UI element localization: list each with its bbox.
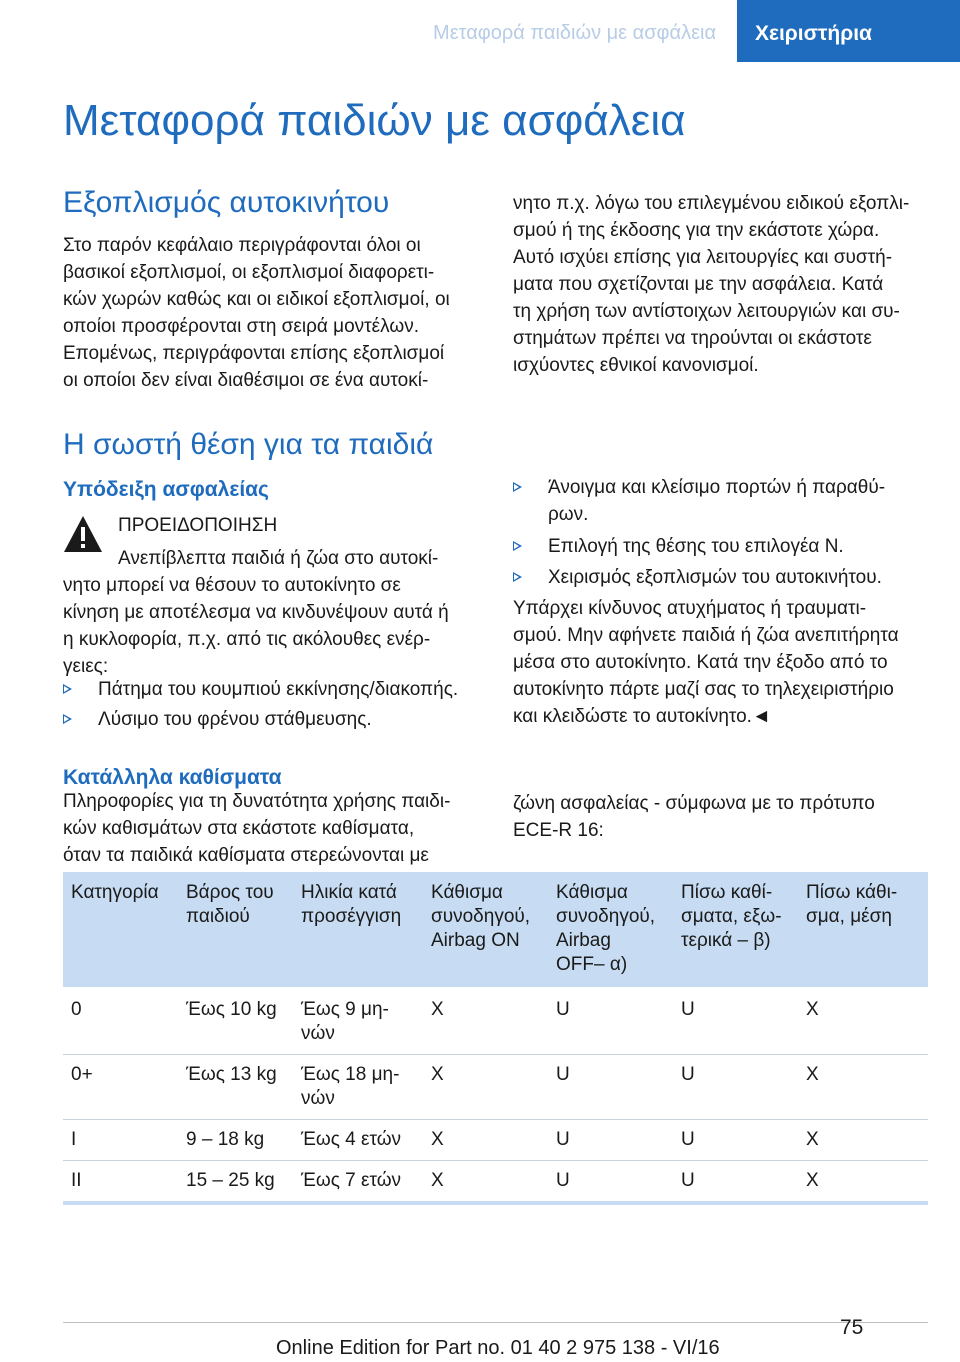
table-cell: 9 – 18 kg xyxy=(178,1120,293,1161)
table-cell: U xyxy=(673,1161,798,1204)
column-header: Ηλικία κατά προσέγγιση xyxy=(293,872,423,989)
list-item xyxy=(63,676,493,703)
table-row xyxy=(63,989,928,1055)
warning-text xyxy=(63,572,483,680)
table-cell: 0+ xyxy=(63,1055,178,1120)
equipment-heading: Εξοπλισμός αυτοκινήτου xyxy=(63,186,390,219)
list-item xyxy=(63,706,493,733)
table-cell: X xyxy=(798,1120,928,1161)
triangle-bullet-icon xyxy=(513,541,522,551)
child-seat-table xyxy=(63,872,928,1205)
text-line: Στο παρόν κεφάλαιο περιγράφονται όλοι οι xyxy=(63,235,421,256)
list-item-text: Επιλογή της θέσης του επιλογέα N. xyxy=(548,536,844,557)
text-line: κών χωρών καθώς και οι ειδικοί εξοπλισμοί, οι xyxy=(63,289,450,310)
text-line: νητο μπορεί να θέσουν το αυτοκίνητο σε xyxy=(63,575,401,596)
text-line: οποίοι προσφέρονται στη σειρά μοντέλων. xyxy=(63,316,419,337)
table-row xyxy=(63,1120,928,1161)
text-line: και κλειδώστε το αυτοκίνητο.◄ xyxy=(513,706,771,727)
table-row xyxy=(63,1055,928,1120)
equipment-right-text xyxy=(513,190,933,379)
page-header xyxy=(0,0,960,62)
table-cell: X xyxy=(423,1161,548,1204)
table-cell: U xyxy=(673,989,798,1055)
table-cell: X xyxy=(798,1055,928,1120)
triangle-bullet-icon xyxy=(63,714,72,724)
text-line: στημάτων πρέπει να τηρούνται οι εκάστοτε xyxy=(513,328,872,349)
text-line: σμού ή της έκδοσης για την εκάστοτε χώρα. xyxy=(513,220,880,241)
triangle-bullet-icon xyxy=(63,684,72,694)
table-cell: U xyxy=(548,1120,673,1161)
seats-left-text xyxy=(63,788,493,869)
table-cell: U xyxy=(548,989,673,1055)
warning-triangle-icon xyxy=(63,514,103,554)
text-line: Αυτό ισχύει επίσης για λειτουργίες και συστή- xyxy=(513,247,893,268)
table-cell: Έως 4 ετών xyxy=(293,1120,423,1161)
column-header: Πίσω κάθι- σμα, μέση xyxy=(798,872,928,989)
text-line: ECE-R 16: xyxy=(513,820,604,841)
position-right-text xyxy=(513,595,933,730)
header-chapter-tab[interactable]: Χειριστήρια xyxy=(737,0,960,62)
table-cell: X xyxy=(423,989,548,1055)
table-cell: X xyxy=(423,1055,548,1120)
list-item xyxy=(513,474,933,528)
list-item xyxy=(513,533,933,560)
page-number: 75 xyxy=(840,1316,864,1339)
warning-first-line: Ανεπίβλεπτα παιδιά ή ζώα στο αυτοκί- xyxy=(118,548,439,569)
text-line: βασικοί εξοπλισμοί, οι εξοπλισμοί διαφορετι- xyxy=(63,262,435,283)
table-cell: X xyxy=(798,989,928,1055)
text-line: Πληροφορίες για τη δυνατότητα χρήσης παιδι- xyxy=(63,791,451,812)
table-row xyxy=(63,1161,928,1204)
table-cell: Έως 9 μη- νών xyxy=(293,989,423,1055)
text-line: ζώνη ασφαλείας - σύμφωνα με το πρότυπο xyxy=(513,793,875,814)
header-section-title: Μεταφορά παιδιών με ασφάλεια xyxy=(433,22,716,44)
page-title: Μεταφορά παιδιών με ασφάλεια xyxy=(63,96,686,145)
text-line: τη χρήση των αντίστοιχων λειτουργιών και συ- xyxy=(513,301,900,322)
table-cell: U xyxy=(673,1120,798,1161)
warning-label: ΠΡΟΕΙΔΟΠΟΙΗΣΗ xyxy=(118,515,278,536)
column-header: Κατηγορία xyxy=(63,872,178,989)
column-header: Βάρος του παιδιού xyxy=(178,872,293,989)
list-item-text: Πάτημα του κουμπιού εκκίνησης/διακοπής. xyxy=(98,679,459,700)
column-header: Πίσω καθί- σματα, εξω- τερικά – β) xyxy=(673,872,798,989)
text-line: η κυκλοφορία, π.χ. από τις ακόλουθες ενέρ- xyxy=(63,629,431,650)
text-line: σμού. Μην αφήνετε παιδιά ή ζώα ανεπιτήρητα xyxy=(513,625,899,646)
text-line: αυτοκίνητο πάρτε μαζί σας το τηλεχειριστήριο xyxy=(513,679,894,700)
table-cell: I xyxy=(63,1120,178,1161)
table-cell: 0 xyxy=(63,989,178,1055)
table-cell: X xyxy=(798,1161,928,1204)
table-cell: Έως 10 kg xyxy=(178,989,293,1055)
text-line: ισχύοντες εθνικοί κανονισμοί. xyxy=(513,355,759,376)
triangle-bullet-icon xyxy=(513,572,522,582)
table-cell: 15 – 25 kg xyxy=(178,1161,293,1204)
safety-heading: Υπόδειξη ασφαλείας xyxy=(63,478,269,501)
list-item xyxy=(513,564,933,591)
equipment-left-text xyxy=(63,232,483,394)
footer-edition: Online Edition for Part no. 01 40 2 975 138 - VI/16 xyxy=(276,1337,720,1359)
table-cell: II xyxy=(63,1161,178,1204)
table-cell: Έως 7 ετών xyxy=(293,1161,423,1204)
text-line: κίνηση με αποτέλεσμα να κινδυνέψουν αυτά ή xyxy=(63,602,449,623)
text-line: γειες: xyxy=(63,656,109,677)
seats-heading: Κατάλληλα καθίσματα xyxy=(63,766,282,789)
triangle-bullet-icon xyxy=(513,482,522,492)
seats-right-text xyxy=(513,790,933,844)
text-line: Υπάρχει κίνδυνος ατυχήματος ή τραυματι- xyxy=(513,598,867,619)
text-line: όταν τα παιδικά καθίσματα στερεώνονται με xyxy=(63,845,429,866)
list-item-text: ρων. xyxy=(548,504,589,525)
column-header: Κάθισμα συνοδηγού, Airbag OFF– α) xyxy=(548,872,673,989)
list-item-text: Άνοιγμα και κλείσιμο πορτών ή παραθύ- xyxy=(548,477,886,498)
list-item-text: Λύσιμο του φρένου στάθμευσης. xyxy=(98,709,372,730)
list-item-text: Χειρισμός εξοπλισμών του αυτοκινήτου. xyxy=(548,567,882,588)
text-line: ματα που σχετίζονται με την ασφάλεια. Κατά xyxy=(513,274,884,295)
table-header-row xyxy=(63,872,928,989)
footer-divider xyxy=(63,1322,928,1323)
table-cell: X xyxy=(423,1120,548,1161)
table-cell: U xyxy=(548,1055,673,1120)
text-line: Επομένως, περιγράφονται επίσης εξοπλισμοί xyxy=(63,343,445,364)
position-heading: Η σωστή θέση για τα παιδιά xyxy=(63,428,434,461)
text-line: νητο π.χ. λόγω του επιλεγμένου ειδικού εξοπλι- xyxy=(513,193,910,214)
table-cell: U xyxy=(548,1161,673,1204)
table-cell: Έως 18 μη- νών xyxy=(293,1055,423,1120)
column-header: Κάθισμα συνοδηγού, Airbag ON xyxy=(423,872,548,989)
text-line: μέσα στο αυτοκίνητο. Κατά την έξοδο από το xyxy=(513,652,888,673)
table-cell: U xyxy=(673,1055,798,1120)
text-line: οι οποίοι δεν είναι διαθέσιμοι σε ένα αυτοκί- xyxy=(63,370,429,391)
table-cell: Έως 13 kg xyxy=(178,1055,293,1120)
text-line: κών καθισμάτων στα εκάστοτε καθίσματα, xyxy=(63,818,415,839)
